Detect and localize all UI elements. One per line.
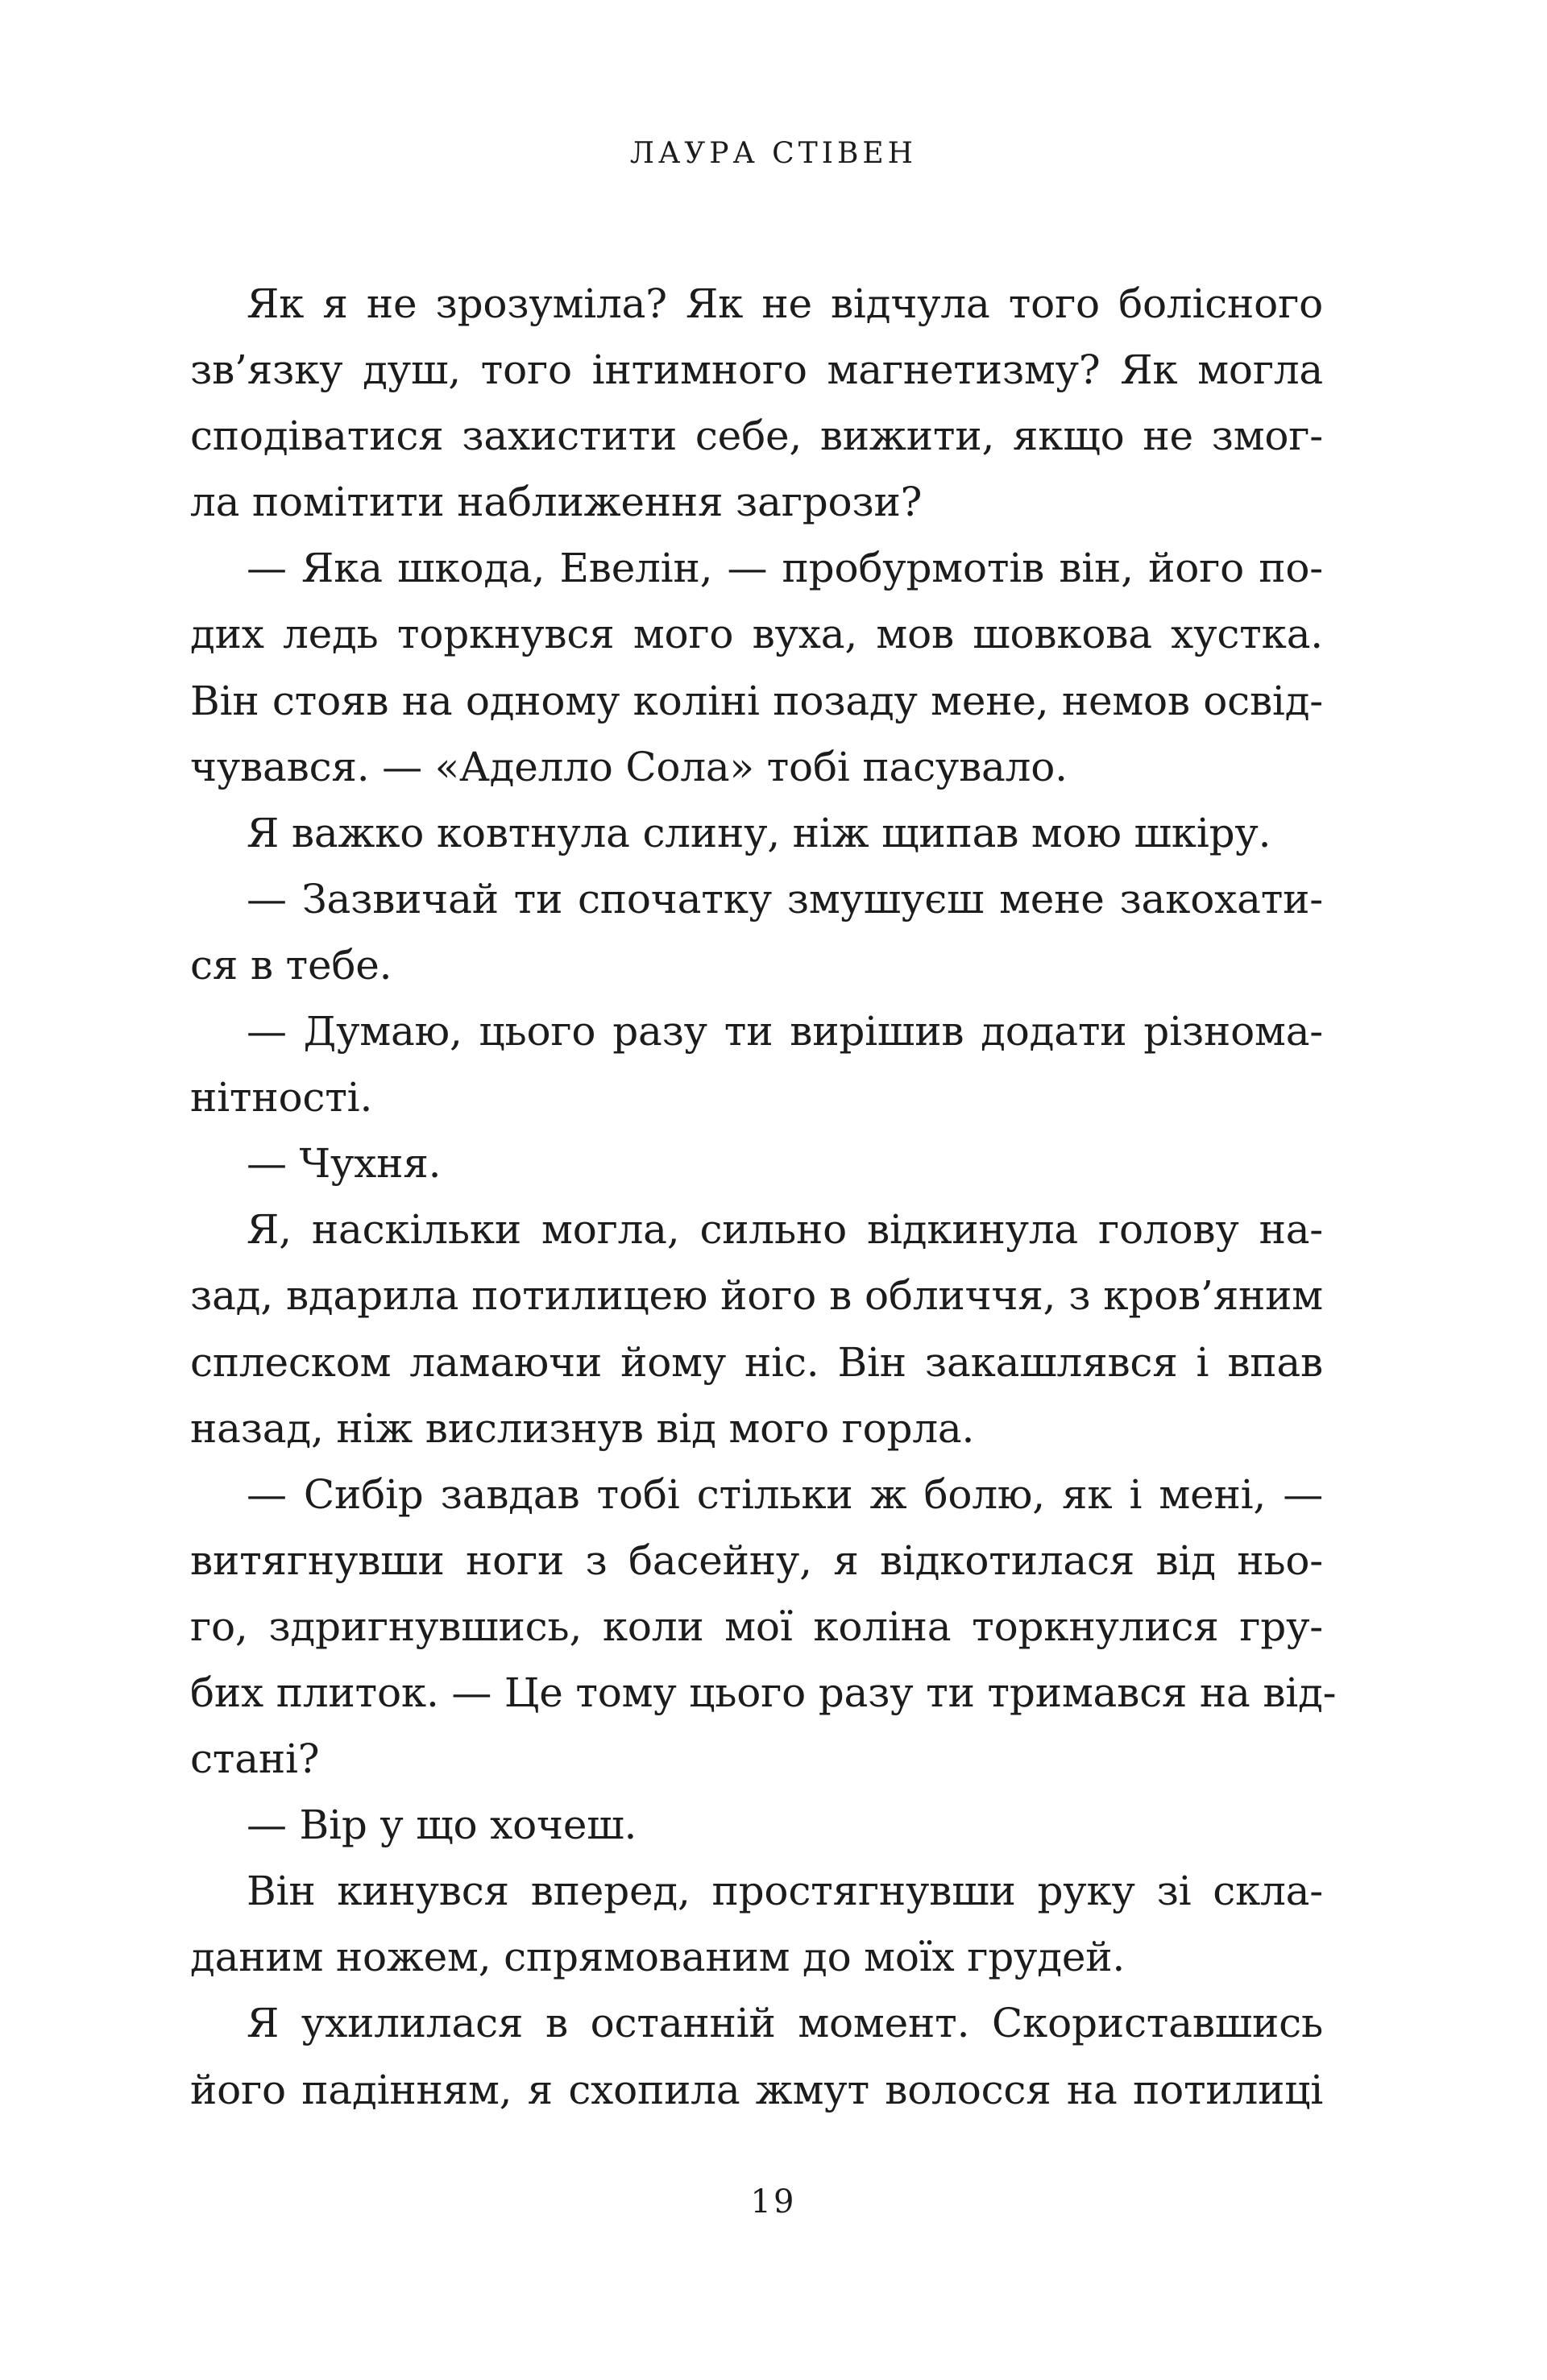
text-line: ла помітити наближення загрози? — [190, 479, 923, 526]
text-line: го, здригнувшись, коли мої коліна торкнулися гру- — [190, 1603, 1323, 1650]
text-line: — Думаю, цього разу ти вирішив додати різнома- — [247, 1008, 1323, 1055]
text-line: зад, вдарила потилицею його в обличчя, з кров’яним — [190, 1272, 1323, 1320]
text-line: Я, наскільки могла, сильно відкинула голову на- — [247, 1206, 1323, 1254]
text-line: нітності. — [190, 1074, 373, 1122]
text-line: Я важко ковтнула слину, ніж щипав мою шкіру. — [247, 809, 1271, 856]
text-line: зв’язку душ, того інтимного магнетизму? Як могла — [190, 346, 1323, 394]
text-line: бих плиток. — Це тому цього разу ти тримався на від- — [190, 1669, 1337, 1716]
text-line: — Зазвичай ти спочатку змушуєш мене закохати- — [247, 875, 1323, 923]
text-line: витягнувши ноги з басейну, я відкотилася від ньо- — [190, 1536, 1323, 1584]
text-line: чувався. — «Аделло Сола» тобі пасувало. — [190, 743, 1068, 790]
text-line: сплеском ламаючи йому ніс. Він закашлявся і впав — [190, 1338, 1323, 1386]
text-line: назад, ніж вислизнув від мого горла. — [190, 1404, 975, 1452]
text-line: Він стояв на одному коліні позаду мене, немов освід- — [190, 677, 1323, 724]
text-line: — Сибір завдав тобі стільки ж болю, як і мені, — — [247, 1470, 1323, 1518]
text-line: його падінням, я схопила жмут волосся на потилиці — [190, 2066, 1323, 2113]
text-line: — Яка шкода, Евелін, — пробурмотів він, його по- — [247, 545, 1323, 592]
text-line: Як я не зрозуміла? Як не відчула того болісного — [247, 280, 1323, 327]
text-line: Я ухилилася в останній момент. Скориставшись — [247, 2000, 1323, 2047]
body-text — [190, 271, 1337, 2123]
text-line: Він кинувся вперед, простягнувши руку зі скла- — [247, 1868, 1323, 1915]
page-number: 19 — [750, 2183, 797, 2220]
text-line: — Вір у що хочеш. — [247, 1802, 637, 1849]
text-line: — Чухня. — [247, 1140, 442, 1188]
running-head-author: ЛАУРА СТІВЕН — [629, 137, 918, 170]
text-line: сподіватися захистити себе, вижити, якщо не змог- — [190, 413, 1323, 460]
text-line: стані? — [190, 1735, 320, 1783]
text-line: даним ножем, спрямованим до моїх грудей. — [190, 1934, 1126, 1981]
text-line: дих ледь торкнувся мого вуха, мов шовкова хустка. — [190, 611, 1323, 658]
text-line: ся в тебе. — [190, 941, 392, 989]
